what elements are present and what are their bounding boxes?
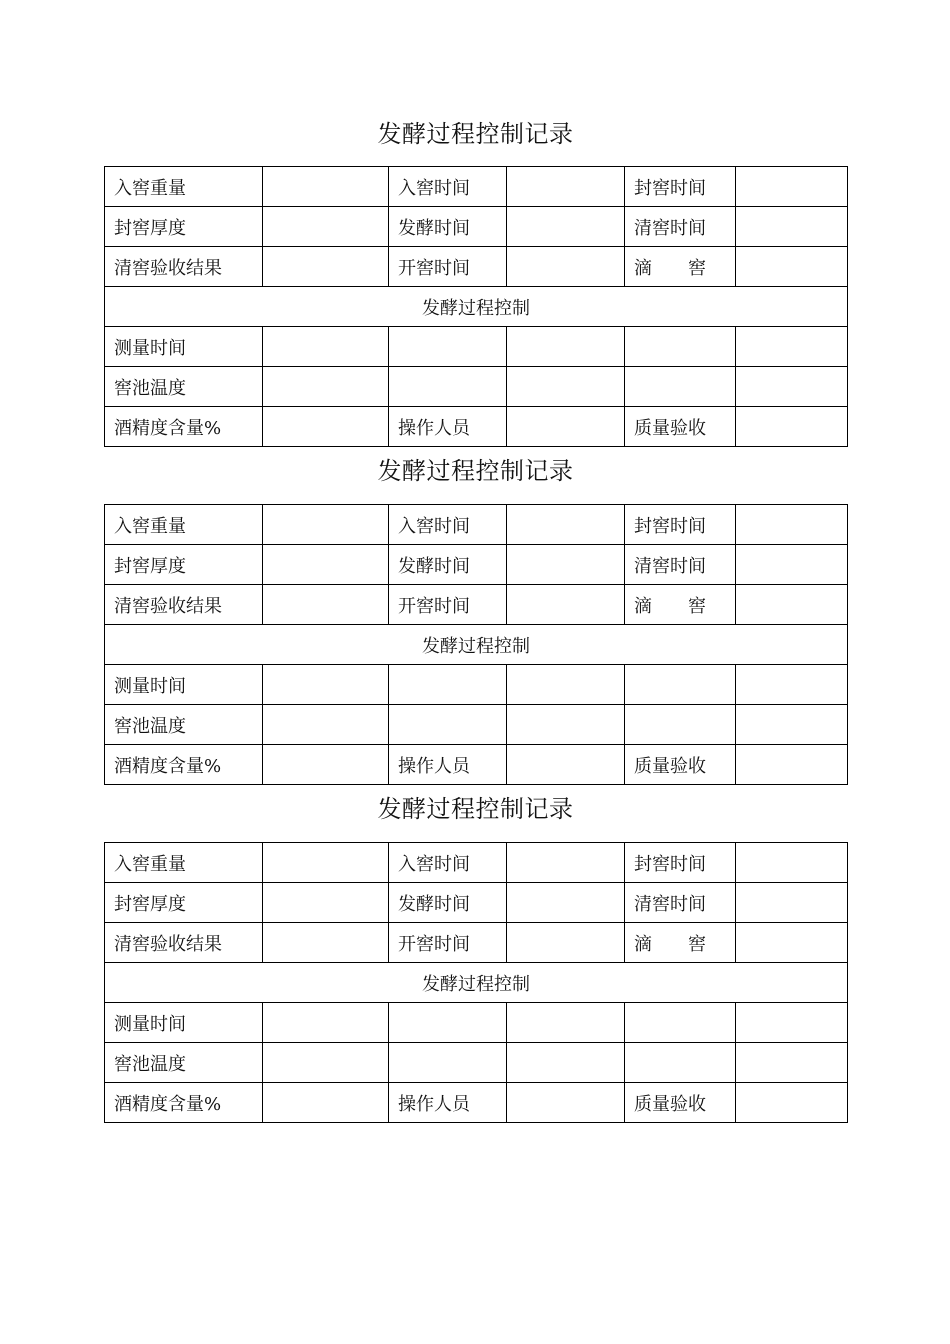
- value-pit-temp-1[interactable]: [263, 705, 389, 745]
- table-row: [105, 367, 848, 407]
- value-pit-temp-3[interactable]: [507, 1043, 625, 1083]
- value-measure-time-1[interactable]: [263, 327, 389, 367]
- fermentation-record-form-1: [104, 116, 847, 447]
- value-measure-time-1[interactable]: [263, 1003, 389, 1043]
- value-pit-temp-1[interactable]: [263, 1043, 389, 1083]
- label-pit-temp: 窖池温度: [105, 1043, 263, 1083]
- table-row: [105, 287, 848, 327]
- value-seal-time[interactable]: [736, 843, 848, 883]
- record-table: [104, 166, 848, 447]
- value-clean-acceptance[interactable]: [263, 923, 389, 963]
- label-seal-thickness: 封窖厚度: [105, 545, 263, 585]
- section-header: 发酵过程控制: [105, 963, 848, 1003]
- label-alcohol-content: 酒精度含量%: [105, 407, 263, 447]
- section-header: 发酵过程控制: [105, 287, 848, 327]
- value-alcohol-content[interactable]: [263, 745, 389, 785]
- value-operator[interactable]: [507, 407, 625, 447]
- table-row: [105, 545, 848, 585]
- value-quality-check[interactable]: [736, 407, 848, 447]
- value-measure-time-3[interactable]: [507, 1003, 625, 1043]
- value-pit-temp-2[interactable]: [389, 705, 507, 745]
- value-cellar-weight[interactable]: [263, 167, 389, 207]
- value-measure-time-4[interactable]: [625, 1003, 736, 1043]
- value-open-time[interactable]: [507, 923, 625, 963]
- label-clean-acceptance: 清窖验收结果: [105, 923, 263, 963]
- label-open-time: 开窖时间: [389, 923, 507, 963]
- value-measure-time-1[interactable]: [263, 665, 389, 705]
- label-fermentation-time: 发酵时间: [389, 883, 507, 923]
- value-seal-thickness[interactable]: [263, 207, 389, 247]
- label-measure-time: 测量时间: [105, 1003, 263, 1043]
- label-cellar-time: 入窖时间: [389, 505, 507, 545]
- value-alcohol-content[interactable]: [263, 1083, 389, 1123]
- table-row: [105, 1043, 848, 1083]
- label-clean-time: 清窖时间: [625, 207, 736, 247]
- value-cellar-weight[interactable]: [263, 505, 389, 545]
- value-drip[interactable]: [736, 247, 848, 287]
- label-cellar-weight: 入窖重量: [105, 843, 263, 883]
- label-pit-temp: 窖池温度: [105, 367, 263, 407]
- value-quality-check[interactable]: [736, 1083, 848, 1123]
- label-clean-time: 清窖时间: [625, 545, 736, 585]
- table-row: [105, 665, 848, 705]
- label-clean-acceptance: 清窖验收结果: [105, 585, 263, 625]
- value-measure-time-5[interactable]: [736, 1003, 848, 1043]
- value-pit-temp-3[interactable]: [507, 705, 625, 745]
- value-open-time[interactable]: [507, 585, 625, 625]
- fermentation-record-form-2: [104, 453, 847, 785]
- value-cellar-time[interactable]: [507, 167, 625, 207]
- label-quality-check: 质量验收: [625, 1083, 736, 1123]
- value-cellar-time[interactable]: [507, 843, 625, 883]
- label-cellar-time: 入窖时间: [389, 167, 507, 207]
- value-measure-time-2[interactable]: [389, 327, 507, 367]
- table-row: [105, 407, 848, 447]
- value-cellar-weight[interactable]: [263, 843, 389, 883]
- table-row: [105, 923, 848, 963]
- value-fermentation-time[interactable]: [507, 545, 625, 585]
- value-clean-acceptance[interactable]: [263, 585, 389, 625]
- record-table: [104, 842, 848, 1123]
- label-cellar-time: 入窖时间: [389, 843, 507, 883]
- table-row: [105, 207, 848, 247]
- value-quality-check[interactable]: [736, 745, 848, 785]
- value-drip[interactable]: [736, 585, 848, 625]
- table-row: [105, 167, 848, 207]
- label-operator: 操作人员: [389, 407, 507, 447]
- value-alcohol-content[interactable]: [263, 407, 389, 447]
- form-title: 发酵过程控制记录: [377, 120, 574, 148]
- value-clean-time[interactable]: [736, 545, 848, 585]
- label-seal-thickness: 封窖厚度: [105, 883, 263, 923]
- label-open-time: 开窖时间: [389, 247, 507, 287]
- fermentation-record-form-3: [104, 791, 847, 1123]
- value-cellar-time[interactable]: [507, 505, 625, 545]
- form-title: 发酵过程控制记录: [377, 795, 574, 823]
- table-row: [105, 1003, 848, 1043]
- table-row: [105, 963, 848, 1003]
- value-seal-time[interactable]: [736, 167, 848, 207]
- label-operator: 操作人员: [389, 745, 507, 785]
- value-measure-time-4[interactable]: [625, 327, 736, 367]
- value-pit-temp-3[interactable]: [507, 367, 625, 407]
- value-pit-temp-2[interactable]: [389, 1043, 507, 1083]
- table-row: [105, 247, 848, 287]
- value-measure-time-4[interactable]: [625, 665, 736, 705]
- value-operator[interactable]: [507, 745, 625, 785]
- value-pit-temp-5[interactable]: [736, 1043, 848, 1083]
- table-row: [105, 585, 848, 625]
- label-clean-time: 清窖时间: [625, 883, 736, 923]
- value-measure-time-2[interactable]: [389, 1003, 507, 1043]
- table-row: [105, 625, 848, 665]
- value-operator[interactable]: [507, 1083, 625, 1123]
- table-row: [105, 745, 848, 785]
- label-drip: 滴 窖: [625, 585, 736, 625]
- label-seal-time: 封窖时间: [625, 505, 736, 545]
- label-measure-time: 测量时间: [105, 327, 263, 367]
- value-fermentation-time[interactable]: [507, 883, 625, 923]
- value-seal-thickness[interactable]: [263, 545, 389, 585]
- value-pit-temp-4[interactable]: [625, 367, 736, 407]
- value-pit-temp-2[interactable]: [389, 367, 507, 407]
- value-measure-time-3[interactable]: [507, 665, 625, 705]
- value-clean-time[interactable]: [736, 883, 848, 923]
- form-title: 发酵过程控制记录: [377, 457, 574, 485]
- value-measure-time-3[interactable]: [507, 327, 625, 367]
- label-operator: 操作人员: [389, 1083, 507, 1123]
- label-seal-time: 封窖时间: [625, 167, 736, 207]
- value-pit-temp-5[interactable]: [736, 367, 848, 407]
- table-row: [105, 705, 848, 745]
- label-clean-acceptance: 清窖验收结果: [105, 247, 263, 287]
- value-seal-thickness[interactable]: [263, 883, 389, 923]
- value-pit-temp-1[interactable]: [263, 367, 389, 407]
- value-measure-time-5[interactable]: [736, 327, 848, 367]
- table-row: [105, 327, 848, 367]
- value-clean-time[interactable]: [736, 207, 848, 247]
- label-fermentation-time: 发酵时间: [389, 545, 507, 585]
- value-drip[interactable]: [736, 923, 848, 963]
- label-alcohol-content: 酒精度含量%: [105, 745, 263, 785]
- label-quality-check: 质量验收: [625, 745, 736, 785]
- label-open-time: 开窖时间: [389, 585, 507, 625]
- label-cellar-weight: 入窖重量: [105, 167, 263, 207]
- table-row: [105, 505, 848, 545]
- value-open-time[interactable]: [507, 247, 625, 287]
- value-seal-time[interactable]: [736, 505, 848, 545]
- section-header: 发酵过程控制: [105, 625, 848, 665]
- table-row: [105, 1083, 848, 1123]
- table-row: [105, 883, 848, 923]
- value-pit-temp-5[interactable]: [736, 705, 848, 745]
- value-clean-acceptance[interactable]: [263, 247, 389, 287]
- value-fermentation-time[interactable]: [507, 207, 625, 247]
- label-alcohol-content: 酒精度含量%: [105, 1083, 263, 1123]
- label-cellar-weight: 入窖重量: [105, 505, 263, 545]
- label-fermentation-time: 发酵时间: [389, 207, 507, 247]
- value-measure-time-2[interactable]: [389, 665, 507, 705]
- value-pit-temp-4[interactable]: [625, 1043, 736, 1083]
- label-drip: 滴 窖: [625, 923, 736, 963]
- table-row: [105, 843, 848, 883]
- label-seal-time: 封窖时间: [625, 843, 736, 883]
- record-table: [104, 504, 848, 785]
- label-measure-time: 测量时间: [105, 665, 263, 705]
- label-quality-check: 质量验收: [625, 407, 736, 447]
- value-pit-temp-4[interactable]: [625, 705, 736, 745]
- label-seal-thickness: 封窖厚度: [105, 207, 263, 247]
- value-measure-time-5[interactable]: [736, 665, 848, 705]
- label-pit-temp: 窖池温度: [105, 705, 263, 745]
- label-drip: 滴 窖: [625, 247, 736, 287]
